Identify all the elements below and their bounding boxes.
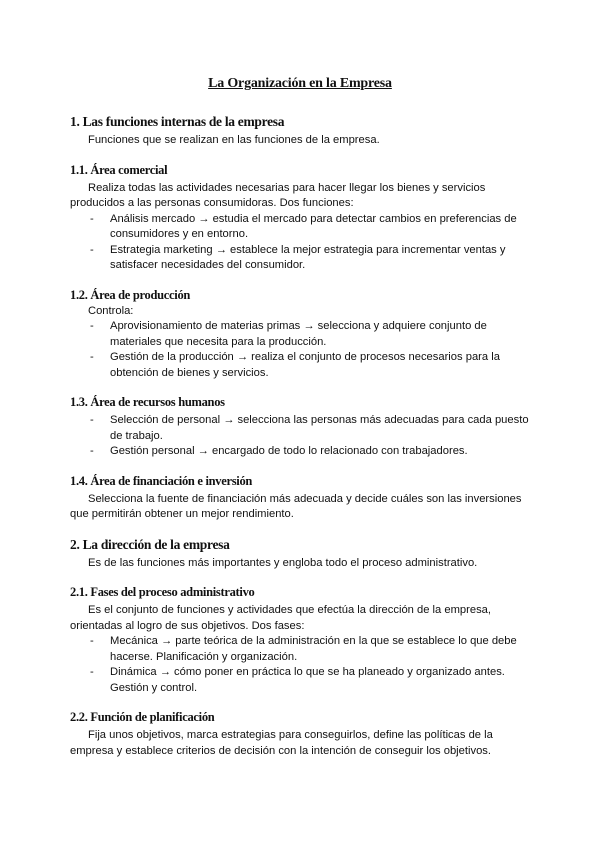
dash-bullet: - <box>90 414 94 426</box>
bullet-list <box>70 212 530 274</box>
list-item-text: Gestión personal → encargado de todo lo relacionado con trabajadores. <box>110 445 468 457</box>
section-heading: 1.1. Área comercial <box>70 162 168 177</box>
document-page <box>70 76 530 773</box>
section-recursos-humanos <box>70 395 530 460</box>
section-area-produccion <box>70 288 530 382</box>
section-body: Controla: <box>88 304 134 317</box>
section-heading: 2.1. Fases del proceso administrativo <box>70 585 255 599</box>
section-heading: 1.2. Área de producción <box>70 287 191 302</box>
section-body: Fija unos objetivos, marca estrategias para conseguirlos, define las políticas de la empresa y establece criterios de decisión con la intención de conseguir los objetivos. <box>70 729 493 757</box>
section-heading: 2. La dirección de la empresa <box>70 536 230 552</box>
section-body: Es el conjunto de funciones y actividades que efectúa la dirección de la empresa, orientadas al logro de sus objetivos. Dos fases: <box>70 604 491 632</box>
list-item-text: Estrategia marketing → establece la mejor estrategia para incrementar ventas y satisfacer necesidades del consumidor. <box>110 243 506 271</box>
document-title: La Organización en la Empresa <box>208 76 392 91</box>
dash-bullet: - <box>90 212 94 225</box>
section-fases-proceso <box>70 585 530 696</box>
list-item <box>70 444 530 460</box>
section-heading: 2.2. Función de planificación <box>70 710 215 724</box>
dash-bullet: - <box>90 243 94 256</box>
dash-bullet: - <box>90 635 94 647</box>
section-funciones-internas <box>70 114 530 149</box>
list-item <box>70 243 530 274</box>
section-body: Realiza todas las actividades necesarias para hacer llegar los bienes y servicios producidos a las personas consumidoras. Dos funciones: <box>70 181 486 209</box>
dash-bullet: - <box>90 445 94 457</box>
list-item <box>70 319 530 350</box>
list-item-text: Aprovisionamiento de materias primas → selecciona y adquiere conjunto de materiales que necesita para la producción. <box>110 320 487 348</box>
section-body: Funciones que se realizan en las funciones de la empresa. <box>88 134 380 146</box>
section-direccion-empresa <box>70 537 530 572</box>
list-item <box>70 634 530 665</box>
section-planificacion <box>70 710 530 759</box>
bullet-list <box>70 634 530 696</box>
section-heading: 1.4. Área de financiación e inversión <box>70 473 253 488</box>
list-item <box>70 212 530 243</box>
list-item-text: Selección de personal → selecciona las personas más adecuadas para cada puesto de trabajo. <box>110 414 529 442</box>
list-item <box>70 350 530 381</box>
list-item-text: Análisis mercado → estudia el mercado para detectar cambios en preferencias de consumidores y en entorno. <box>110 212 517 240</box>
section-heading: 1.3. Área de recursos humanos <box>70 395 225 409</box>
list-item-text: Gestión de la producción → realiza el conjunto de procesos necesarios para la obtención de bienes y servicios. <box>110 351 500 379</box>
section-body: Selecciona la fuente de financiación más adecuada y decide cuáles son las inversiones que permitirán obtener un mejor rendimiento. <box>70 492 522 520</box>
section-area-comercial <box>70 163 530 274</box>
bullet-list <box>70 319 530 381</box>
list-item <box>70 413 530 444</box>
dash-bullet: - <box>90 351 94 363</box>
section-heading: 1. Las funciones internas de la empresa <box>70 114 285 129</box>
bullet-list <box>70 413 530 460</box>
dash-bullet: - <box>90 320 94 332</box>
list-item-text: Dinámica → cómo poner en práctica lo que se ha planeado y organizado antes. Gestión y control. <box>110 666 505 694</box>
section-financiacion-inversion <box>70 474 530 523</box>
dash-bullet: - <box>90 666 94 678</box>
list-item <box>70 665 530 696</box>
section-body: Es de las funciones más importantes y engloba todo el proceso administrativo. <box>88 556 478 569</box>
list-item-text: Mecánica → parte teórica de la administración en la que se establece lo que debe hacerse. Planificación y organización. <box>110 635 517 663</box>
